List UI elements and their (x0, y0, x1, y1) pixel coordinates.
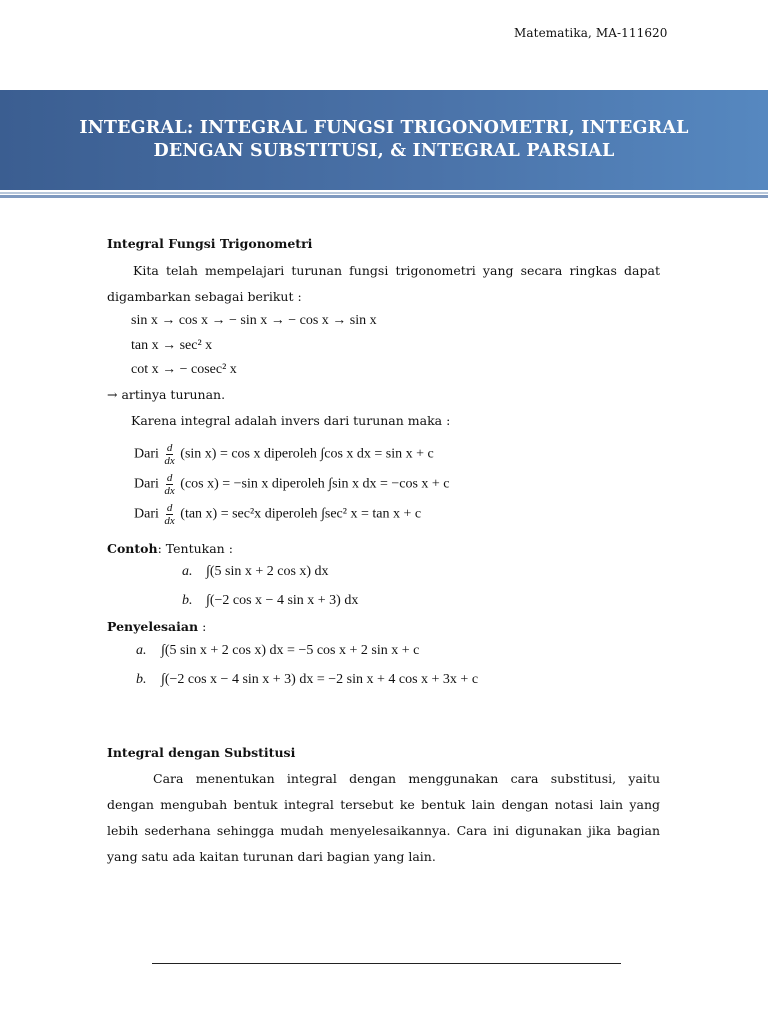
frac-num: d (166, 442, 173, 454)
derivation-row-3 (134, 502, 421, 527)
example-b-label: b. (182, 593, 193, 608)
d-dx-fraction (164, 472, 174, 497)
paragraph-intro-cont: digambarkan sebagai berikut : (107, 289, 302, 304)
banner-divider-dark (0, 195, 768, 198)
penyelesaian-label: Penyelesaian (107, 619, 199, 634)
course-header: Matematika, MA-111620 (514, 26, 668, 40)
dari-label: Dari (134, 476, 159, 492)
penyelesaian-colon: : (198, 619, 207, 634)
title-banner (0, 90, 768, 190)
integral-result: ∫sec² x = tan x + c (321, 506, 422, 522)
d-dx-fraction (164, 442, 174, 467)
document-title (79, 117, 688, 163)
penyelesaian-line (107, 619, 206, 634)
contoh-line (107, 541, 233, 556)
footer-divider (152, 963, 621, 964)
title-line-1: INTEGRAL: INTEGRAL FUNGSI TRIGONOMETRI, INTEGRAL (79, 118, 689, 138)
substitusi-line-4: yang satu ada kaitan turunan dari bagian yang lain. (107, 849, 436, 864)
frac-den: dx (164, 455, 175, 467)
example-a-label: a. (182, 564, 193, 579)
paragraph-inverse: Karena integral adalah invers dari turunan maka : (131, 413, 451, 428)
substitusi-line-2: dengan mengubah bentuk integral tersebut ke bentuk lain dengan notasi lain yang (107, 797, 660, 812)
derivation-row-1 (134, 442, 434, 467)
example-b-expr: ∫(−2 cos x − 4 sin x + 3) dx (206, 593, 359, 608)
substitusi-line-3: lebih sederhana sehingga mudah menyelesaikannya. Cara ini digunakan jika bagian (107, 823, 660, 838)
integral-result: ∫sin x dx = −cos x + c (328, 476, 450, 492)
integral-result: ∫cos x dx = sin x + c (320, 446, 434, 462)
derivative-expr: (cos x) = −sin x (180, 476, 269, 492)
banner-divider (0, 192, 768, 194)
derivative-expr: (tan x) = sec²x (180, 506, 262, 522)
substitusi-line-1: Cara menentukan integral dengan menggunakan cara substitusi, yaitu (153, 771, 660, 786)
d-dx-fraction (164, 502, 174, 527)
solution-b-expr: ∫(−2 cos x − 4 sin x + 3) dx = −2 sin x + 4 cos x + 3x + c (161, 672, 479, 687)
solution-a-expr: ∫(5 sin x + 2 cos x) dx = −5 cos x + 2 sin x + c (161, 643, 420, 658)
dari-label: Dari (134, 506, 159, 522)
section-heading-substitusi: Integral dengan Substitusi (107, 745, 296, 760)
dari-label: Dari (134, 446, 159, 462)
derivative-expr: (sin x) = cos x (180, 446, 261, 462)
paragraph-intro: Kita telah mempelajari turunan fungsi trigonometri yang secara ringkas dapat (133, 263, 660, 278)
derivative-chain-tan: tan x → sec² x (131, 338, 213, 353)
diperoleh-label: diperoleh (271, 476, 325, 492)
solution-b-label: b. (136, 672, 147, 687)
contoh-label: Contoh (107, 541, 158, 556)
frac-num: d (166, 502, 173, 514)
title-line-2: DENGAN SUBSTITUSI, & INTEGRAL PARSIAL (153, 141, 615, 161)
frac-den: dx (164, 515, 175, 527)
frac-num: d (166, 472, 173, 484)
derivation-row-2 (134, 472, 450, 497)
arrow-note: → artinya turunan. (107, 387, 226, 402)
frac-den: dx (164, 485, 175, 497)
contoh-text: : Tentukan : (157, 541, 233, 556)
diperoleh-label: diperoleh (264, 506, 318, 522)
section-heading-trig: Integral Fungsi Trigonometri (107, 236, 313, 251)
derivative-chain-cot: cot x → − cosec² x (131, 362, 237, 377)
example-a-expr: ∫(5 sin x + 2 cos x) dx (206, 564, 329, 579)
derivative-chain-sin: sin x → cos x → − sin x → − cos x → sin x (131, 313, 377, 328)
diperoleh-label: diperoleh (264, 446, 317, 462)
solution-a-label: a. (136, 643, 147, 658)
